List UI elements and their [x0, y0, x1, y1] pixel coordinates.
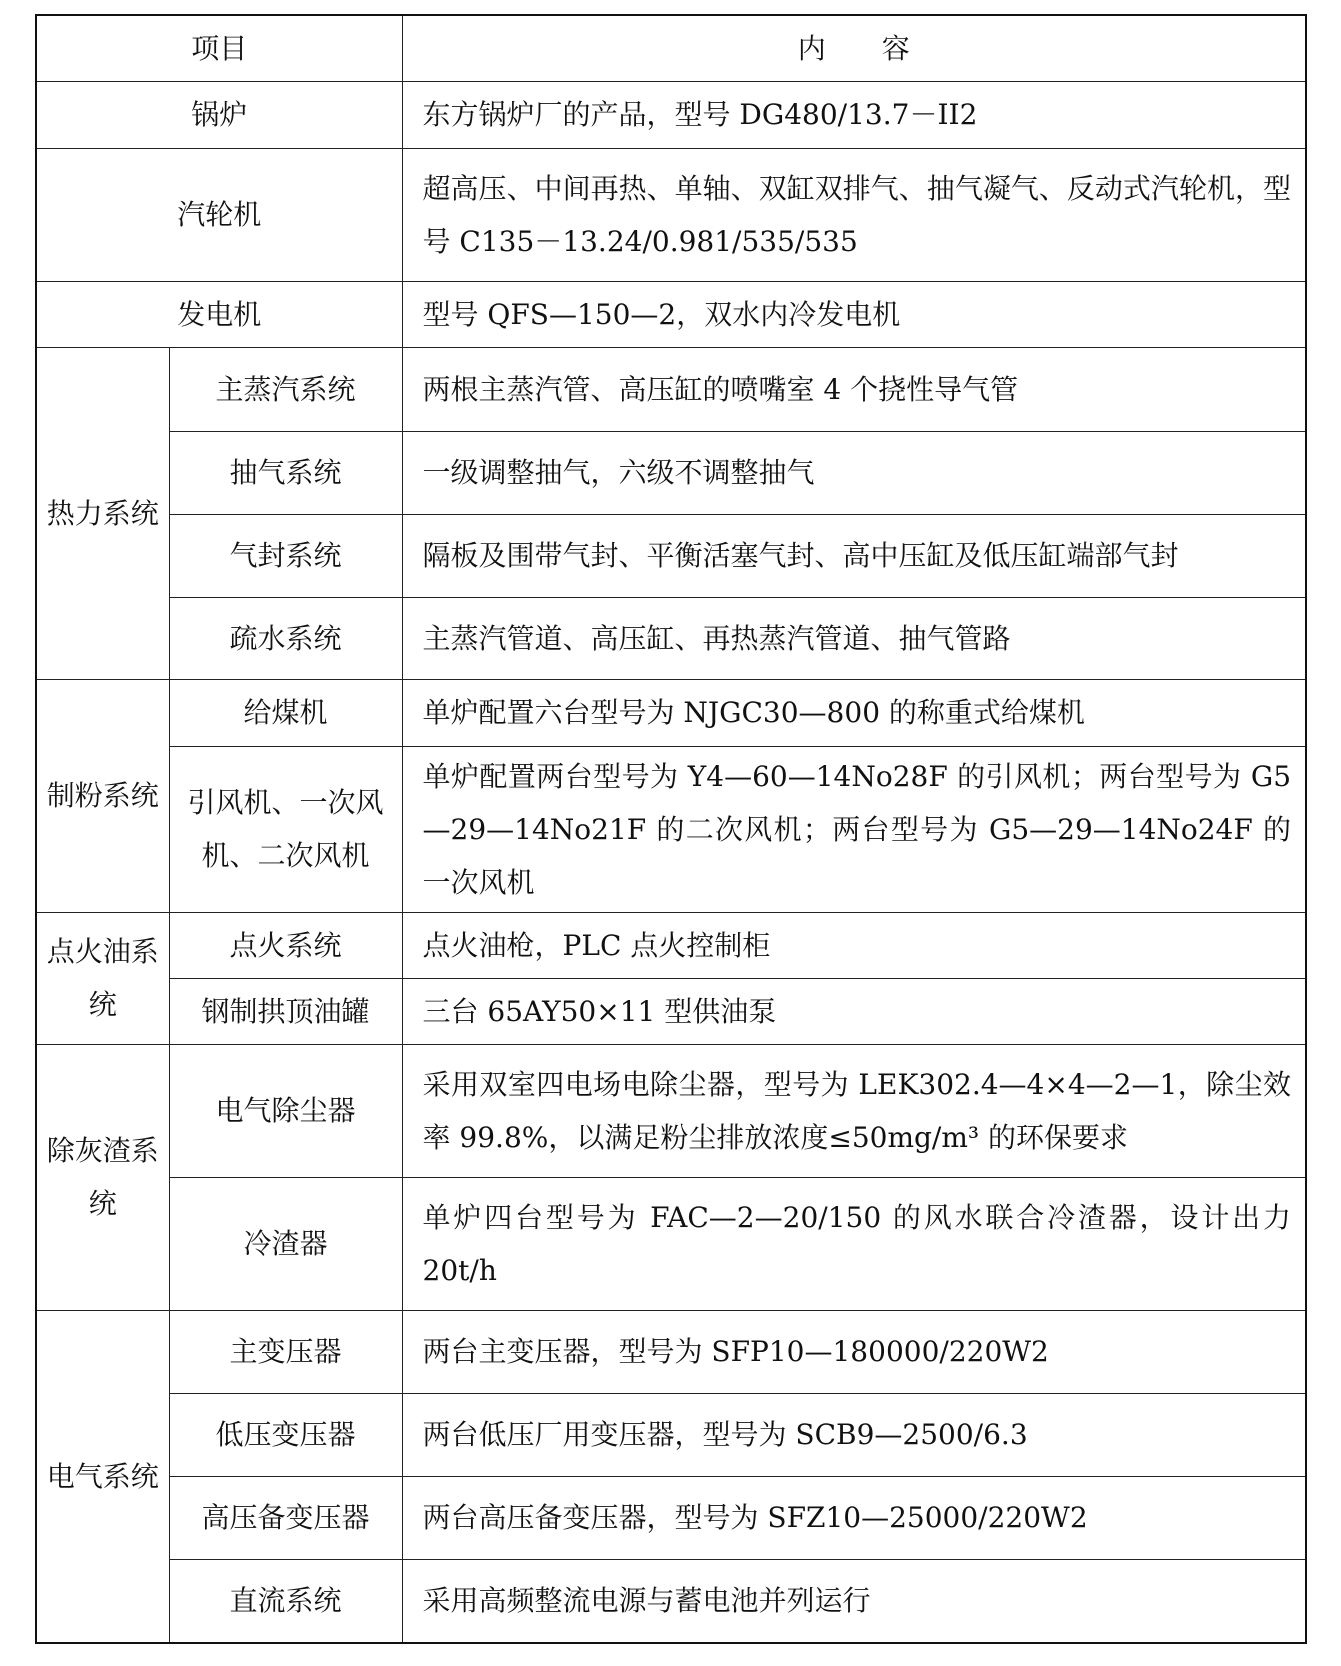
table-row: [36, 81, 1306, 148]
row-item: 高压备变压器: [169, 1476, 402, 1559]
header-item: 项目: [36, 15, 402, 81]
group-name: 点火油系统: [36, 912, 169, 1044]
row-content: 超高压、中间再热、单轴、双缸双排气、抽气凝气、反动式汽轮机，型号 C135－13.24/0.981/535/535: [402, 148, 1306, 281]
table-row: [36, 746, 1306, 912]
row-content: 三台 65AY50×11 型供油泵: [402, 978, 1306, 1044]
row-item: 给煤机: [169, 679, 402, 746]
row-content: 主蒸汽管道、高压缸、再热蒸汽管道、抽气管路: [402, 597, 1306, 679]
table-row: [36, 978, 1306, 1044]
table-row: [36, 514, 1306, 597]
table-row: [36, 1393, 1306, 1476]
row-content: 两根主蒸汽管、高压缸的喷嘴室 4 个挠性导气管: [402, 347, 1306, 431]
group-name: 电气系统: [36, 1310, 169, 1643]
row-item: 汽轮机: [36, 148, 402, 281]
row-content: 单炉四台型号为 FAC—2—20/150 的风水联合冷渣器，设计出力 20t/h: [402, 1177, 1306, 1310]
row-content: 隔板及围带气封、平衡活塞气封、高中压缸及低压缸端部气封: [402, 514, 1306, 597]
table-row: [36, 597, 1306, 679]
row-content: 点火油枪，PLC 点火控制柜: [402, 912, 1306, 978]
table-row: [36, 1044, 1306, 1177]
row-item: 钢制拱顶油罐: [169, 978, 402, 1044]
table-row: [36, 1310, 1306, 1393]
table-row: [36, 1476, 1306, 1559]
group-name: 热力系统: [36, 347, 169, 679]
row-item: 点火系统: [169, 912, 402, 978]
table-row: [36, 679, 1306, 746]
row-item: 主蒸汽系统: [169, 347, 402, 431]
header-content: 内 容: [402, 15, 1306, 81]
row-item: 直流系统: [169, 1559, 402, 1643]
header-row: [36, 15, 1306, 81]
table-row: [36, 347, 1306, 431]
row-content: 单炉配置六台型号为 NJGC30—800 的称重式给煤机: [402, 679, 1306, 746]
row-item: 抽气系统: [169, 431, 402, 514]
group-name: 制粉系统: [36, 679, 169, 912]
row-item: 电气除尘器: [169, 1044, 402, 1177]
row-item: 气封系统: [169, 514, 402, 597]
row-content: 采用高频整流电源与蓄电池并列运行: [402, 1559, 1306, 1643]
table-row: [36, 1177, 1306, 1310]
table-row: [36, 148, 1306, 281]
row-item: 主变压器: [169, 1310, 402, 1393]
row-item: 冷渣器: [169, 1177, 402, 1310]
row-content: 采用双室四电场电除尘器，型号为 LEK302.4—4×4—2—1，除尘效率 99.8%，以满足粉尘排放浓度≤50mg/m³ 的环保要求: [402, 1044, 1306, 1177]
row-content: 单炉配置两台型号为 Y4—60—14No28F 的引风机；两台型号为 G5—29—14No21F 的二次风机；两台型号为 G5—29—14No24F 的一次风机: [402, 746, 1306, 912]
row-item: 锅炉: [36, 81, 402, 148]
group-name: 除灰渣系统: [36, 1044, 169, 1310]
table-row: [36, 1559, 1306, 1643]
table-row: [36, 912, 1306, 978]
row-item: 发电机: [36, 281, 402, 347]
row-content: 型号 QFS—150—2，双水内冷发电机: [402, 281, 1306, 347]
equipment-table: [35, 14, 1307, 1644]
row-content: 一级调整抽气，六级不调整抽气: [402, 431, 1306, 514]
row-content: 两台高压备变压器，型号为 SFZ10—25000/220W2: [402, 1476, 1306, 1559]
table-row: [36, 281, 1306, 347]
row-content: 两台低压厂用变压器，型号为 SCB9—2500/6.3: [402, 1393, 1306, 1476]
row-item: 疏水系统: [169, 597, 402, 679]
row-content: 两台主变压器，型号为 SFP10—180000/220W2: [402, 1310, 1306, 1393]
row-item: 低压变压器: [169, 1393, 402, 1476]
row-content: 东方锅炉厂的产品，型号 DG480/13.7－II2: [402, 81, 1306, 148]
row-item: 引风机、一次风机、二次风机: [169, 746, 402, 912]
table-row: [36, 431, 1306, 514]
